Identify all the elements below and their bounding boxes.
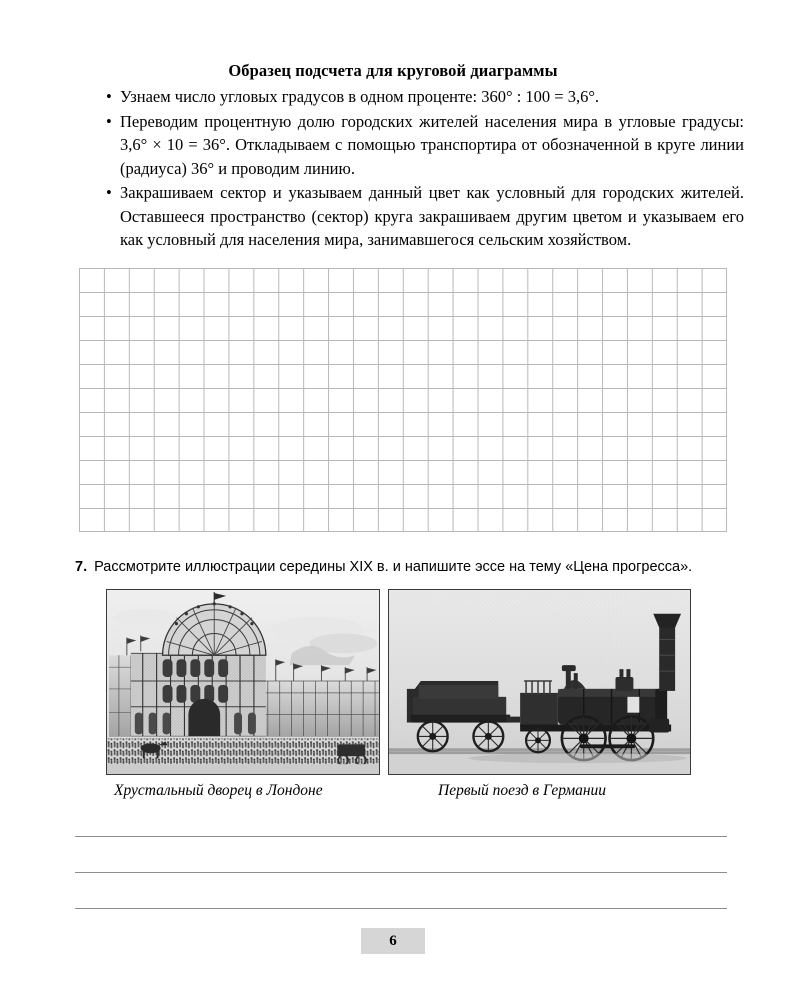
list-item-text: Закрашиваем сектор и указываем данный цвет как условный для городских жителей. Оставшееся пространство (сектор) круга закрашиваем другим цветом и указываем его как условный для населения мира, занимавшегося сельским хозяйством. — [120, 183, 744, 249]
bullet-marker-icon: • — [106, 111, 112, 131]
answer-grid[interactable] — [79, 268, 727, 532]
bullet-marker-icon: • — [106, 183, 112, 202]
instruction-list — [104, 85, 744, 253]
figure-crystal-palace — [106, 589, 380, 799]
list-item-text: Переводим процентную долю городских жителей населения мира в угловые градусы: 3,6° × 10 = 36°. Откладываем с помощью транспортира от обозначенной в круге линии (радиуса) 36° и проводим линию. — [120, 111, 744, 178]
figure-frame — [388, 589, 691, 775]
engraving-crystal-palace-icon — [107, 590, 379, 774]
figure-frame — [106, 589, 380, 775]
list-item — [104, 110, 744, 181]
answer-line[interactable] — [75, 872, 727, 873]
question-text: Рассмотрите иллюстрации середины XIX в. и напишите эссе на тему «Цена прогресса». — [94, 559, 693, 575]
figure-caption: Хрустальный дворец в Лондоне — [114, 782, 323, 799]
list-item — [104, 181, 744, 252]
answer-line[interactable] — [75, 908, 727, 909]
list-item-text: Узнаем число угловых градусов в одном проценте: 360° : 100 = 3,6°. — [120, 87, 600, 106]
photo-steam-locomotive-icon — [389, 590, 690, 774]
bullet-marker-icon: • — [106, 87, 112, 106]
page-title: Образец подсчета для круговой диаграммы — [228, 61, 558, 80]
illustration-row — [0, 589, 786, 799]
question-number: 7. — [75, 559, 88, 575]
answer-line[interactable] — [75, 836, 727, 837]
question-7 — [75, 558, 735, 577]
page-number: 6 — [361, 928, 425, 954]
figure-caption: Первый поезд в Германии — [438, 782, 607, 799]
figure-first-train-germany — [388, 589, 691, 799]
list-item — [104, 85, 744, 109]
